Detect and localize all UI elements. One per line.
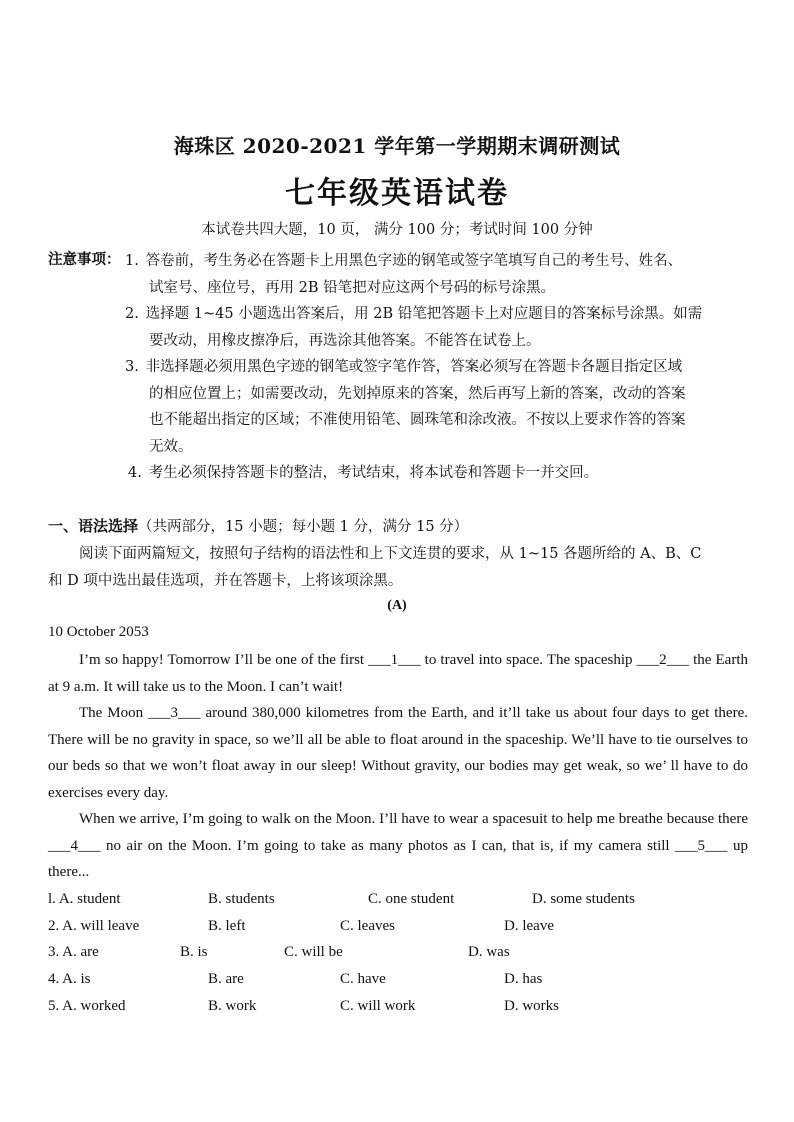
option-c: C. will work — [340, 998, 416, 1014]
option-d: D. has — [504, 971, 543, 987]
option-b: B. work — [208, 998, 257, 1014]
question-options-3 — [48, 944, 768, 970]
option-d: D. leave — [504, 918, 554, 934]
exam-subtitle: 本试卷共四大题，10 页， 满分 100 分；考试时间 100 分钟 — [201, 222, 593, 238]
notice-item-2 — [125, 301, 755, 354]
option-c: C. will be — [284, 944, 343, 960]
notice-item-number: 2. — [125, 306, 139, 322]
question-options-5 — [48, 998, 768, 1024]
option-d: D. was — [468, 944, 510, 960]
exam-title-line2: 七年级英语试卷 — [285, 176, 509, 211]
notice-item-text: 选择题 1~45 小题选出答案后，用 2B 铅笔把答题卡上对应题目的答案标号涂黑。如需 — [145, 306, 703, 322]
option-b: B. left — [208, 918, 246, 934]
notice-item-text: 要改动，用橡皮擦净后，再选涂其他答案。不能答在试卷上。 — [149, 332, 541, 349]
option-a: 3. A. are — [48, 944, 99, 960]
exam-title-line1: 海珠区 2020-2021 学年第一学期期末调研测试 — [173, 134, 621, 158]
passage-date: 10 October 2053 — [48, 624, 149, 640]
notice-label: 注意事项： — [48, 251, 121, 268]
option-c: C. leaves — [340, 918, 395, 934]
option-b: B. is — [180, 944, 208, 960]
option-a: l. A. student — [48, 891, 121, 907]
notice-item-text: 也不能超出指定的区域；不准使用铅笔、圆珠笔和涂改液。不按以上要求作答的答案 — [149, 412, 686, 428]
option-d: D. some students — [532, 891, 635, 907]
passage-label: (A) — [387, 598, 407, 613]
notice-item-text: 非选择题必须用黑色字迹的钢笔或签字笔作答，答案必须写在答题卡各题目指定区域 — [145, 359, 683, 375]
passage-paragraph-2: The Moon ___3___ around 380,000 kilometres from the Earth, and it’ll take us about four days to get there. There will be no gravity in space, so we’ll all be able to float around in the spaceship. We’ll have to tie ourselves to our beds so that we won’t float away in our sleep! Without gravity, our bodies may get weak, so we’ ll have to do exercises every day. — [48, 705, 748, 801]
passage-paragraph-1: I’m so happy! Tomorrow I’ll be one of the first ___1___ to travel into space. The spaceship ___2___ the Earth at 9 a.m. It will take us to the Moon. I can’t wait! — [48, 652, 748, 695]
notice-item-number: 3. — [125, 359, 139, 375]
section-heading — [48, 515, 468, 536]
option-c: C. have — [340, 971, 386, 987]
option-a: 5. A. worked — [48, 998, 126, 1014]
passage-paragraph-3: When we arrive, I’m going to walk on the Moon. I’ll have to wear a spacesuit to help me breathe because there ___4___ no air on the Moon. I’m going to take as many photos as I can, that is, if my camera still ___5___ up there... — [48, 811, 748, 880]
question-options-2 — [48, 918, 768, 944]
section-title: 一、语法选择 — [48, 517, 139, 535]
option-b: B. are — [208, 971, 244, 987]
instruction-line: 阅读下面两篇短文，按照句子结构的语法性和上下文连贯的要求，从 1~15 各题所给的 A、B、C — [79, 546, 702, 562]
notice-item-number: 1. — [125, 253, 139, 269]
option-a: 4. A. is — [48, 971, 91, 987]
notice-item-4 — [128, 460, 758, 487]
notice-item-text: 试室号、座位号，再用 2B 铅笔把对应这两个号码的标号涂黑。 — [149, 279, 556, 296]
notice-item-3 — [125, 354, 755, 460]
section-note: （共两部分，15 小题；每小题 1 分，满分 15 分） — [138, 519, 469, 535]
option-a: 2. A. will leave — [48, 918, 140, 934]
instruction-line: 和 D 项中选出最佳选项，并在答题卡，上将该项涂黑。 — [48, 572, 403, 589]
notice-item-text: 无效。 — [149, 438, 193, 455]
option-c: C. one student — [368, 891, 455, 907]
notice-item-1 — [125, 248, 755, 301]
notice-item-text: 的相应位置上；如需要改动，先划掉原来的答案，然后再写上新的答案，改动的答案 — [149, 385, 686, 402]
option-b: B. students — [208, 891, 275, 907]
notice-item-text: 答卷前，考生务必在答题卡上用黑色字迹的钢笔或签字笔填写自己的考生号、姓名、 — [145, 253, 683, 269]
question-options-4 — [48, 971, 768, 997]
notice-item-text: 考生必须保持答题卡的整洁，考试结束，将本试卷和答题卡一并交回。 — [148, 465, 599, 481]
notice-item-number: 4. — [128, 465, 142, 481]
question-options-1 — [48, 891, 768, 917]
option-d: D. works — [504, 998, 559, 1014]
section-instruction — [48, 541, 748, 594]
